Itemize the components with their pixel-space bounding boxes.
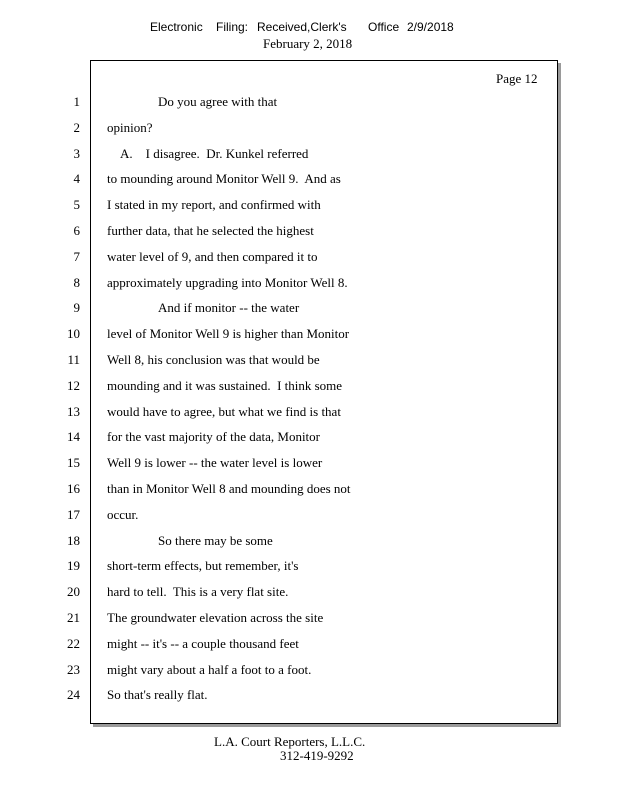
filing-stamp <box>0 20 618 52</box>
line-text: And if monitor -- the water <box>158 300 300 316</box>
filing-word-received: Received,Clerk's <box>257 20 347 34</box>
line-text: might vary about a half a foot to a foot. <box>107 661 312 677</box>
line-number: 22 <box>67 635 80 651</box>
transcript-date: February 2, 2018 <box>263 36 353 51</box>
line-number: 14 <box>67 429 80 445</box>
line-number: 2 <box>73 119 80 135</box>
line-text: A. I disagree. Dr. Kunkel referred <box>120 145 309 161</box>
line-text: to mounding around Monitor Well 9. And as <box>107 171 341 187</box>
page-number: Page 12 <box>496 71 538 86</box>
line-number: 6 <box>73 223 80 238</box>
line-number: 20 <box>67 584 80 600</box>
line-number: 15 <box>67 455 80 471</box>
line-text: mounding and it was sustained. I think some <box>107 377 343 393</box>
line-text: opinion? <box>107 119 153 135</box>
line-text: further data, that he selected the highest <box>107 223 314 238</box>
filing-word-date: 2/9/2018 <box>407 20 454 34</box>
line-text: I stated in my report, and confirmed with <box>107 197 321 213</box>
line-text: than in Monitor Well 8 and mounding does not <box>107 481 351 496</box>
line-text: would have to agree, but what we find is that <box>107 403 341 419</box>
filing-word-office: Office <box>368 20 400 34</box>
line-number: 4 <box>73 171 80 187</box>
line-number: 17 <box>67 506 80 522</box>
line-number: 19 <box>67 558 80 574</box>
line-text: for the vast majority of the data, Monitor <box>107 429 321 445</box>
line-number: 11 <box>67 352 80 367</box>
line-text: hard to tell. This is a very flat site. <box>107 584 289 600</box>
filing-word-filing: Filing: <box>216 20 249 34</box>
line-number: 8 <box>73 274 80 290</box>
line-text: So there may be some <box>158 532 273 548</box>
line-number: 16 <box>67 481 80 496</box>
line-number: 1 <box>73 94 80 109</box>
line-number: 5 <box>73 197 80 213</box>
reporter-company: L.A. Court Reporters, L.L.C. <box>214 734 366 749</box>
line-text: Do you agree with that <box>158 94 278 109</box>
line-text: water level of 9, and then compared it to <box>107 248 318 264</box>
line-number: 3 <box>73 145 80 161</box>
line-number: 24 <box>67 687 80 703</box>
line-number: 10 <box>67 326 80 342</box>
line-number: 7 <box>73 248 80 264</box>
line-number: 9 <box>73 300 80 316</box>
line-number: 18 <box>67 532 80 548</box>
line-text: level of Monitor Well 9 is higher than Monitor <box>107 326 350 342</box>
filing-word-electronic: Electronic <box>150 20 203 34</box>
line-number: 12 <box>67 377 80 393</box>
reporter-phone: 312-419-9292 <box>280 748 354 763</box>
line-text: Well 9 is lower -- the water level is lower <box>107 455 323 471</box>
line-text: So that's really flat. <box>107 687 208 703</box>
line-number: 21 <box>67 610 80 625</box>
line-text: occur. <box>107 506 139 522</box>
line-text: Well 8, his conclusion was that would be <box>107 352 320 367</box>
line-text: The groundwater elevation across the site <box>107 610 324 625</box>
line-text: approximately upgrading into Monitor Well 8. <box>107 274 348 290</box>
line-number: 23 <box>67 661 80 677</box>
line-number: 13 <box>67 403 80 419</box>
line-text: short-term effects, but remember, it's <box>107 558 299 574</box>
line-text: might -- it's -- a couple thousand feet <box>107 635 299 651</box>
